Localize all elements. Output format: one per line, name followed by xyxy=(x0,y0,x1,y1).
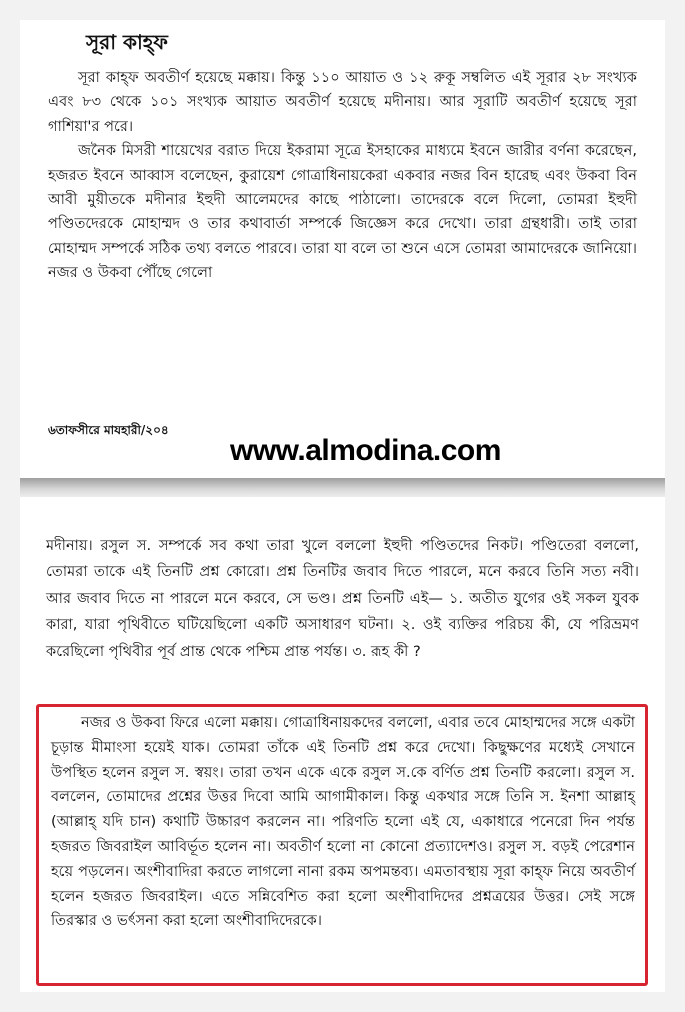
highlighted-paragraph: নজর ও উকবা ফিরে এলো মক্কায়। গোত্রাধিনায়কদের বললো, এবার তবে মোহাম্মদের সঙ্গে একটা চূড়ান্ত মীমাংসা হয়েই যাক। তোমরা তাঁকে এই তিনটি প্রশ্ন করে দেখো। কিছুক্ষণের মধ্যেই সেখানে উপস্থিত হলেন রসুল স. স্বয়ং। তারা তখন একে একে রসুল স.কে বর্ণিত প্রশ্ন তিনটি করলো। রসুল স. বললেন, তোমাদের প্রশ্নের উত্তর দিবো আমি আগামীকাল। কিন্তু একথার সঙ্গে তিনি স. ইনশা আল্লাহ্ (আল্লাহ্ যদি চান) কথাটি উচ্চারণ করলেন না। পরিণতি হলো এই যে, একাধারে পনেরো দিন পর্যন্ত হজরত জিবরাইল আবির্ভূত হলেন না। অবতীর্ণ হলো না কোনো প্রত্যাদেশও। রসুল স. বড়ই পেরেশান হয়ে পড়লেন। অংশীবাদিরা করতে লাগলো নানা রকম অপমন্তব্য। এমতাবস্থায় সূরা কাহ্‌ফ নিয়ে অবতীর্ণ হলেন হজরত জিবরাইল। এতে সন্নিবেশিত করা হলো অংশীবাদিদের প্রশ্নত্রয়ের উত্তর। সেই সঙ্গে তিরস্কার ও ভর্ৎসনা করা হলো অংশীবাদিদেরকে। xyxy=(51,714,635,930)
surah-heading: সূরা কাহ্‌ফ xyxy=(86,30,168,54)
continuation-paragraph: মদীনায়। রসুল স. সম্পর্কে সব কথা তারা খুলে বললো ইহুদী পণ্ডিতদের নিকট। পণ্ডিতেরা বললো, তোমরা তাকে এই তিনটি প্রশ্ন কোরো। প্রশ্ন তিনটির জবাব দিতে পারলে, মনে করবে তিনি সত্য নবী। আর জবাব দিতে না পারলে মনে করবে, সে ভণ্ড। প্রশ্ন তিনটি এই— ১. অতীত যুগের ওই সকল যুবক কারা, যারা পৃথিবীতে ঘটিয়েছিলো একটি অসাধারণ ঘটনা। ২. ওই ব্যক্তির পরিচয় কী, যে পরিভ্রমণ করেছিলো পৃথিবীর পূর্ব প্রান্ত থেকে পশ্চিম প্রান্ত পর্যন্ত। ৩. রূহ কী ? xyxy=(46,537,639,660)
highlighted-passage xyxy=(36,704,648,986)
footnote: ৬তাফসীরে মাযহারী/২০৪ xyxy=(48,423,169,437)
intro-paragraph: সূরা কাহ্‌ফ অবতীর্ণ হয়েছে মক্কায়। কিন্তু ১১০ আয়াত ও ১২ রুকূ সম্বলিত এই সূরার ২৮ সংখ্যক এবং ৮৩ থেকে ১০১ সংখ্যক আয়াত অবতীর্ণ হয়েছে মদীনায়। আর সূরাটি অবতীর্ণ হয়েছে সূরা গাশিয়া'র পরে। xyxy=(48,69,637,135)
page-top xyxy=(20,20,665,478)
narration-paragraph: জনৈক মিসরী শায়েখের বরাত দিয়ে ইকরামা সূত্রে ইসহাকের মাধ্যমে ইবনে জারীর বর্ণনা করেছেন, হজরত ইবনে আব্বাস বলেছেন, কুরায়েশ গোত্রাধিনায়কেরা একবার নজর বিন হারেছ এবং উকবা বিন আবী মুয়ীতকে মদীনার ইহুদী আলেমদের কাছে পাঠালো। তাদেরকে বলে দিলো, তোমরা ইহুদী পণ্ডিতদেরকে মোহাম্মদ ও তার কথাবার্তা সম্পর্কে জিজ্ঞেস করে দেখো। তারা গ্রন্থধারী। তাই তারা মোহাম্মদ সম্পর্কে সঠিক তথ্য বলতে পারবে। তারা যা বলে তা শুনে এসে তোমরা আমাদেরকে জানিয়ো। নজর ও উকবা পৌঁছে গেলো xyxy=(48,142,637,282)
watermark-url: www.almodina.com xyxy=(230,434,501,467)
page-divider xyxy=(20,478,665,497)
